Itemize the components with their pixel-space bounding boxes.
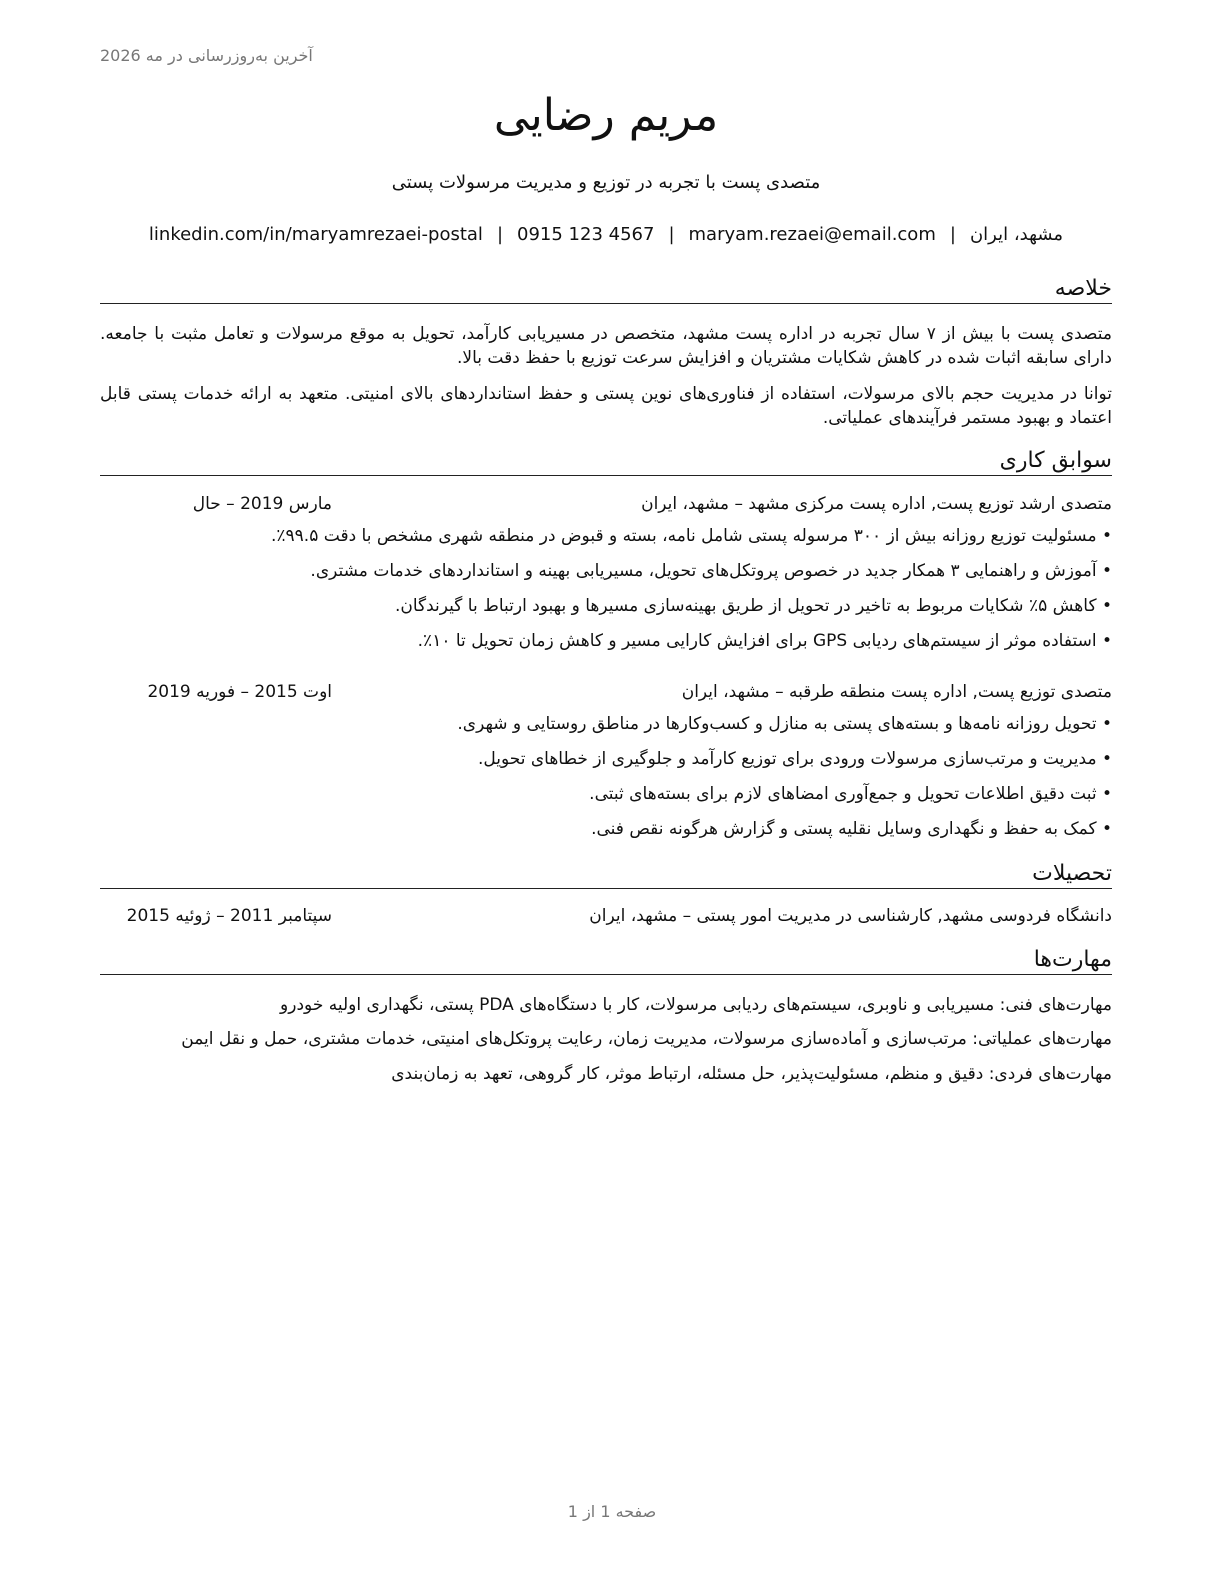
list-item: • استفاده موثر از سیستم‌های ردیابی GPS برای افزایش کارایی مسیر و کاهش زمان تحویل تا ۱۰٪. bbox=[100, 629, 1112, 653]
contact-phone: 0915 123 4567 bbox=[517, 224, 655, 245]
contact-linkedin[interactable]: linkedin.com/in/maryamrezaei-postal bbox=[148, 224, 483, 245]
list-item: • تحویل روزانه نامه‌ها و بسته‌های پستی به منازل و کسب‌وکارها در مناطق روستایی و شهری. bbox=[100, 712, 1112, 736]
job-title: متصدی ارشد توزیع پست, اداره پست مرکزی مشهد – مشهد، ایران bbox=[641, 494, 1112, 514]
summary-section-title: خلاصه bbox=[100, 276, 1112, 304]
skills-line: مهارت‌های عملیاتی: مرتب‌سازی و آماده‌سازی مرسولات، مدیریت زمان، رعایت پروتکل‌های امنیتی، خدمات مشتری، حمل و نقل ایمن bbox=[181, 1029, 1112, 1049]
summary-paragraph: توانا در مدیریت حجم بالای مرسولات، استفاده از فناوری‌های نوین پستی و حفظ استانداردهای بالای امنیتی. متعهد به ارائه خدمات پستی قابل اعتماد و بهبود مستمر فرآیندهای عملیاتی. bbox=[100, 384, 1112, 428]
education-dates: سپتامبر 2011 – ژوئیه 2015 bbox=[126, 906, 332, 926]
job-dates: مارس 2019 – حال bbox=[192, 494, 332, 514]
contact-email[interactable]: maryam.rezaei@email.com bbox=[688, 224, 936, 245]
list-item: • ثبت دقیق اطلاعات تحویل و جمع‌آوری امضاهای لازم برای بسته‌های ثبتی. bbox=[100, 782, 1112, 806]
education-heading bbox=[100, 906, 1112, 930]
skills-line: مهارت‌های فنی: مسیریابی و ناوبری، سیستم‌های ردیابی مرسولات، کار با دستگاه‌های PDA پستی، نگهداری اولیه خودرو bbox=[280, 995, 1112, 1015]
candidate-name: مریم رضایی bbox=[493, 90, 719, 141]
list-item: • کاهش ۵٪ شکایات مربوط به تاخیر در تحویل از طریق بهینه‌سازی مسیرها و بهبود ارتباط با گیرندگان. bbox=[100, 594, 1112, 618]
contact-line bbox=[100, 224, 1112, 245]
list-item: • کمک به حفظ و نگهداری وسایل نقلیه پستی و گزارش هرگونه نقص فنی. bbox=[100, 817, 1112, 841]
contact-separator: | bbox=[668, 224, 675, 245]
job-heading bbox=[100, 682, 1112, 706]
list-item: • آموزش و راهنمایی ۳ همکار جدید در خصوص پروتکل‌های تحویل، مسیریابی بهینه و استانداردهای خدمات مشتری. bbox=[100, 559, 1112, 583]
education-degree: دانشگاه فردوسی مشهد, کارشناسی در مدیریت امور پستی – مشهد، ایران bbox=[589, 906, 1112, 926]
contact-location: مشهد، ایران bbox=[969, 224, 1064, 245]
contact-separator: | bbox=[496, 224, 504, 245]
job-title: متصدی توزیع پست, اداره پست منطقه طرقبه – مشهد، ایران bbox=[681, 682, 1112, 702]
job-bullets bbox=[100, 712, 1112, 852]
job-dates: اوت 2015 – فوریه 2019 bbox=[147, 682, 332, 702]
list-item: • مسئولیت توزیع روزانه بیش از ۳۰۰ مرسوله پستی شامل نامه، بسته و قبوض در منطقه شهری مشخص با دقت ۹۹.۵٪. bbox=[100, 524, 1112, 548]
job-heading bbox=[100, 494, 1112, 518]
education-section-title: تحصیلات bbox=[100, 861, 1112, 889]
list-item: • مدیریت و مرتب‌سازی مرسولات ورودی برای توزیع کارآمد و جلوگیری از خطاهای تحویل. bbox=[100, 747, 1112, 771]
skills-line: مهارت‌های فردی: دقیق و منظم، مسئولیت‌پذیر، حل مسئله، ارتباط موثر، کار گروهی، تعهد به زمان‌بندی bbox=[391, 1064, 1112, 1084]
last-updated-note: آخرین به‌روزرسانی در مه 2026 bbox=[100, 46, 313, 65]
experience-section-title: سوابق کاری bbox=[100, 448, 1112, 476]
contact-separator: | bbox=[949, 224, 956, 245]
summary-paragraph: متصدی پست با بیش از ۷ سال تجربه در اداره پست مشهد، متخصص در مسیریابی کارآمد، تحویل به موقع مرسولات و تعامل مثبت با جامعه. دارای سابقه اثبات شده در کاهش شکایات مشتریان و افزایش سرعت توزیع با حفظ دقت بالا. bbox=[100, 324, 1112, 368]
job-bullets bbox=[100, 524, 1112, 664]
page-number: صفحه 1 از 1 bbox=[567, 1502, 657, 1521]
candidate-headline: متصدی پست با تجربه در توزیع و مدیریت مرسولات پستی bbox=[391, 172, 821, 193]
skills-section-title: مهارت‌ها bbox=[100, 947, 1112, 975]
